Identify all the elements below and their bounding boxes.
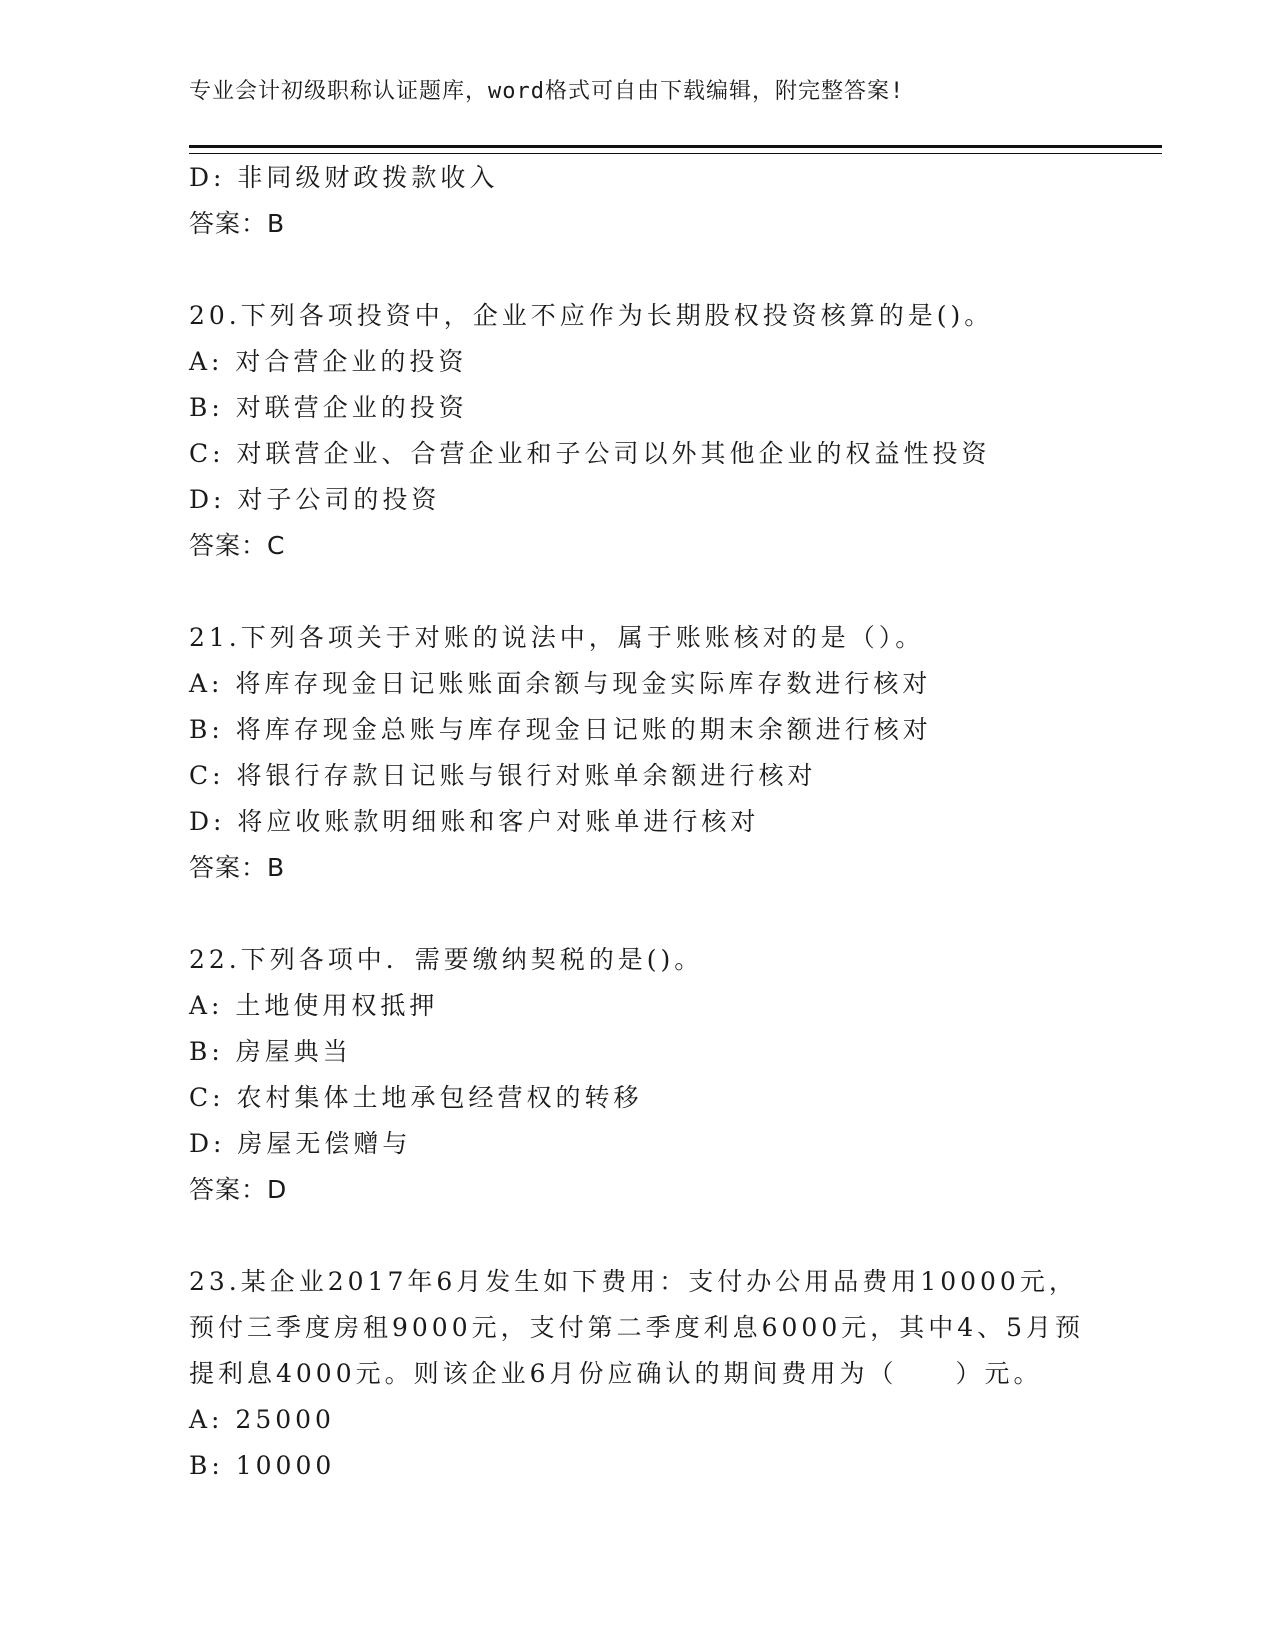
option-d: D: 对子公司的投资 [189, 485, 441, 514]
spacer [189, 569, 1089, 615]
option-a: A: 将库存现金日记账账面余额与现金实际库存数进行核对 [189, 669, 932, 698]
document-body [189, 155, 1089, 1489]
option-d: D: 非同级财政拨款收入 [189, 163, 499, 192]
question-stem-line: 23.某企业2017年6月发生如下费用：支付办公用品费用10000元， [189, 1267, 1078, 1296]
answer: 答案：B [189, 209, 286, 238]
option-b: B: 房屋典当 [189, 1037, 352, 1066]
option-c: C: 农村集体土地承包经营权的转移 [189, 1083, 643, 1112]
question-stem-line: 预付三季度房租9000元，支付第二季度利息6000元，其中4、5月预 [189, 1313, 1085, 1342]
question-22 [189, 937, 1089, 1213]
option-c: C: 将银行存款日记账与银行对账单余额进行核对 [189, 761, 817, 790]
option-b: B: 10000 [189, 1451, 336, 1480]
spacer [189, 1213, 1089, 1259]
option-a: A: 对合营企业的投资 [189, 347, 468, 376]
question-stem: 20.下列各项投资中，企业不应作为长期股权投资核算的是()。 [189, 301, 994, 330]
question-stem: 22.下列各项中．需要缴纳契税的是()。 [189, 945, 704, 974]
option-a: A: 25000 [189, 1405, 335, 1434]
question-20 [189, 293, 1089, 569]
option-b: B: 对联营企业的投资 [189, 393, 468, 422]
option-d: D: 房屋无偿赠与 [189, 1129, 412, 1158]
header-divider [189, 145, 1162, 154]
answer: 答案：B [189, 853, 286, 882]
page-header: 专业会计初级职称认证题库，word格式可自由下载编辑，附完整答案! [189, 79, 905, 104]
option-d: D: 将应收账款明细账和客户对账单进行核对 [189, 807, 760, 836]
question-23 [189, 1259, 1089, 1489]
answer: 答案：C [189, 531, 286, 560]
spacer [189, 891, 1089, 937]
question-stem-line: 提利息4000元。则该企业6月份应确认的期间费用为（ ）元。 [189, 1359, 1043, 1388]
question-21 [189, 615, 1089, 891]
answer: 答案：D [189, 1175, 288, 1204]
question-stem: 21.下列各项关于对账的说法中，属于账账核对的是（）。 [189, 623, 925, 652]
option-c: C: 对联营企业、合营企业和子公司以外其他企业的权益性投资 [189, 439, 991, 468]
spacer [189, 247, 1089, 293]
option-a: A: 土地使用权抵押 [189, 991, 439, 1020]
option-b: B: 将库存现金总账与库存现金日记账的期末余额进行核对 [189, 715, 932, 744]
